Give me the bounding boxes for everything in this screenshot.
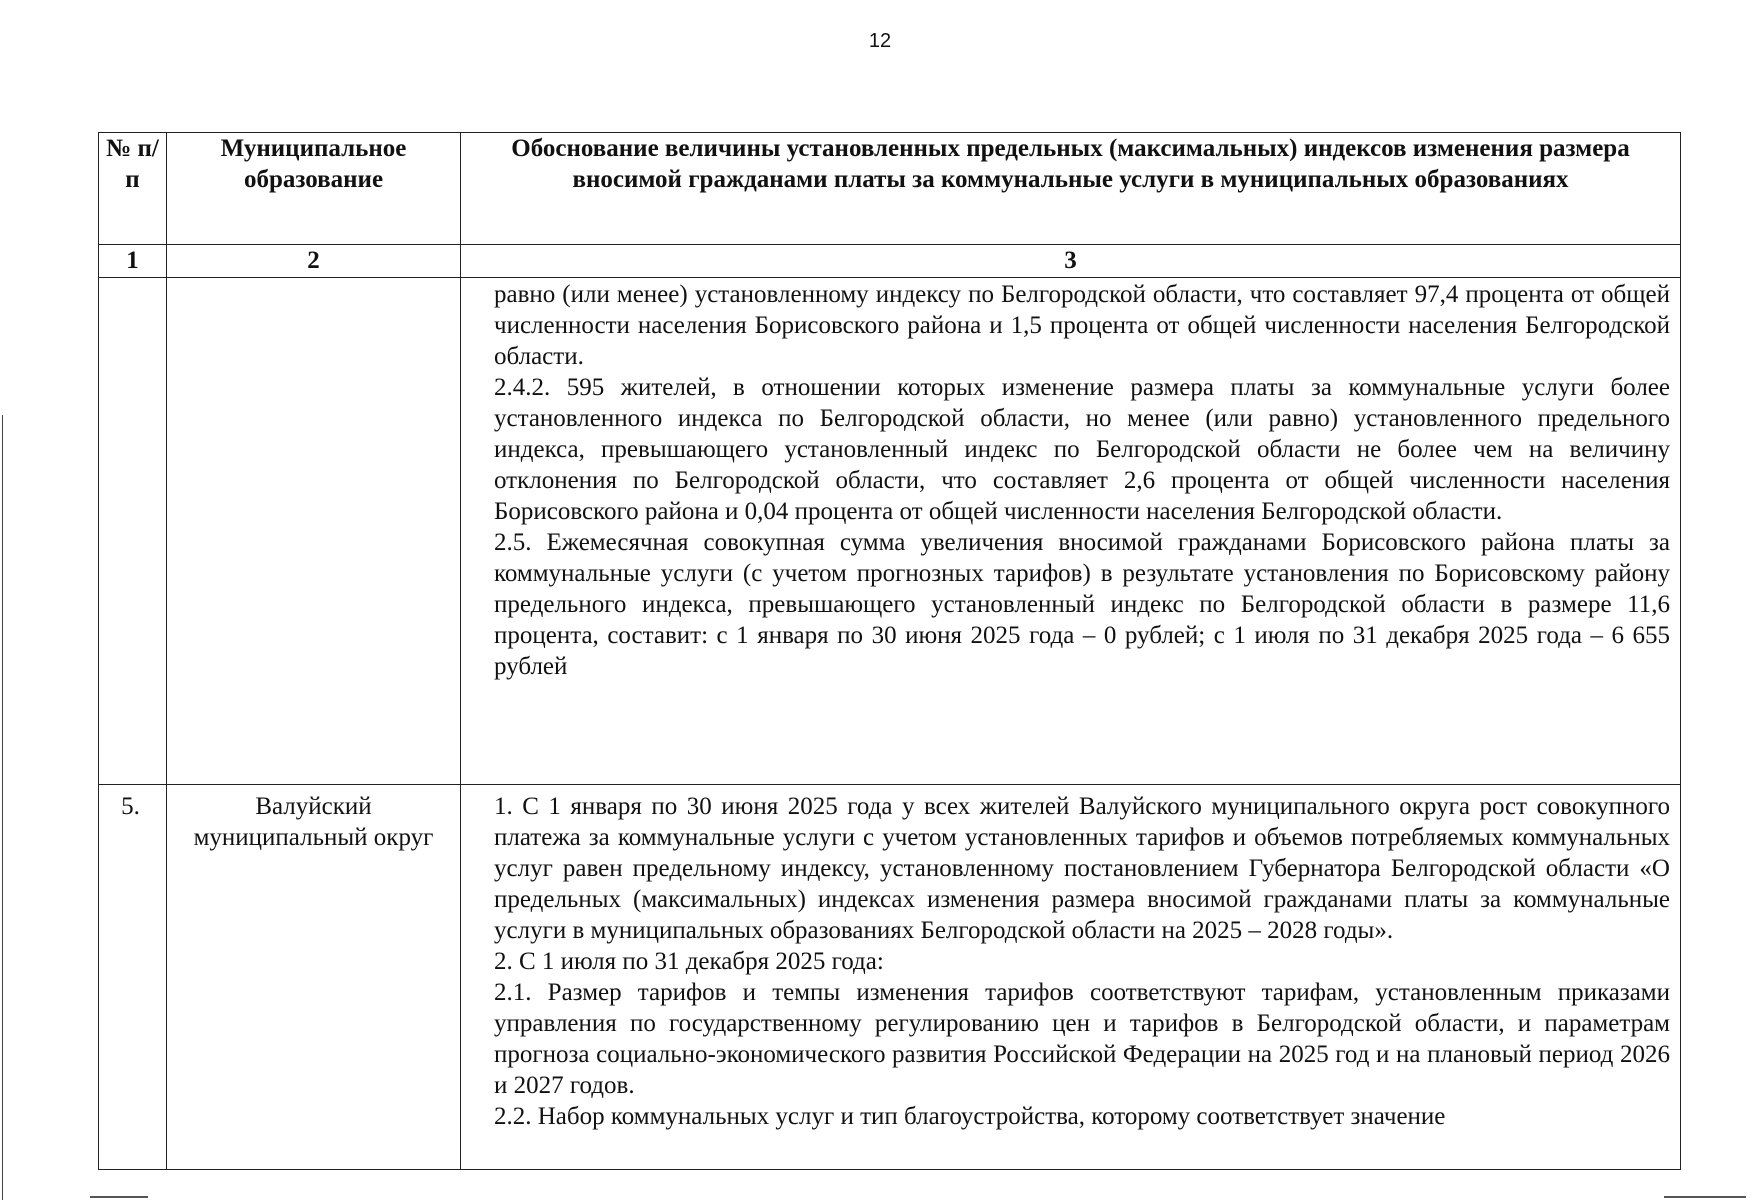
header-number: № п/п [99,133,167,245]
row-number [99,278,167,785]
table-row [99,785,1681,1170]
paragraph: 2.2. Набор коммунальных услуг и тип благоустройства, которому соответствует значение [494,1103,1446,1130]
header-justification: Обоснование величины установленных предельных (максимальных) индексов изменения размера вносимой гражданами платы за коммунальные услуги в муниципальных образованиях [461,133,1681,245]
scan-edge-line [2,415,3,1200]
table-row [99,278,1681,785]
page-number: 12 [868,30,892,52]
paragraph: равно (или менее) установленному индексу по Белгородской области, что составляет 97,4 процента от общей численности населения Борисовского района и 1,5 процента от общей численности населения Белгородской области. [494,281,1670,370]
justification-text [461,785,1681,1170]
paragraph: 2.4.2. 595 жителей, в отношении которых изменение размера платы за коммунальные услуги более установленного индекса по Белгородской области, но менее (или равно) установленного предельного индекса, превышающего установленный индекс по Белгородской области не более чем на величину отклонения по Белгородской области, что составляет 2,6 процента от общей численности населения Борисовского района и 0,04 процента от общей численности населения Белгородской области. [494,374,1670,525]
municipality-name [167,278,461,785]
paragraph: 1. С 1 января по 30 июня 2025 года у всех жителей Валуйского муниципального округа рост совокупного платежа за коммунальные услуги с учетом установленных тарифов и объемов потребляемых коммунальных услуг равен предельному индексу, установленному постановлением Губернатора Белгородской области «О предельных (максимальных) индексах изменения размера вносимой гражданами платы за коммунальные услуги в муниципальных образованиях Белгородской области на 2025 – 2028 годы». [494,793,1670,944]
paragraph: 2.1. Размер тарифов и темпы изменения тарифов соответствуют тарифам, установленным приказами управления по государственному регулированию цен и тарифов в Белгородской области, и параметрам прогноза социально-экономического развития Российской Федерации на 2025 год и на плановый период 2026 и 2027 годов. [494,979,1670,1099]
table-header-row [99,133,1681,245]
footer-rule-right [1664,1196,1746,1198]
justification-text [461,278,1681,785]
header-municipality: Муниципальное образование [167,133,461,245]
column-number: 1 [99,245,167,278]
column-number: 2 [167,245,461,278]
paragraph: 2. С 1 июля по 31 декабря 2025 года: [494,948,884,975]
column-number-row [99,245,1681,278]
row-number: 5. [99,785,167,1170]
footer-rule-left [90,1196,148,1198]
municipality-name: Валуйский муниципальный округ [167,785,461,1170]
paragraph: 2.5. Ежемесячная совокупная сумма увеличения вносимой гражданами Борисовского района платы за коммунальные услуги (с учетом прогнозных тарифов) в результате установления по Борисовскому району предельного индекса, превышающего установленный индекс по Белгородской области в размере 11,6 процента, составит: с 1 января по 30 июня 2025 года – 0 рублей; с 1 июля по 31 декабря 2025 года – 6 655 рублей [494,529,1670,680]
column-number: 3 [461,245,1681,278]
tariff-index-table [98,132,1681,1170]
